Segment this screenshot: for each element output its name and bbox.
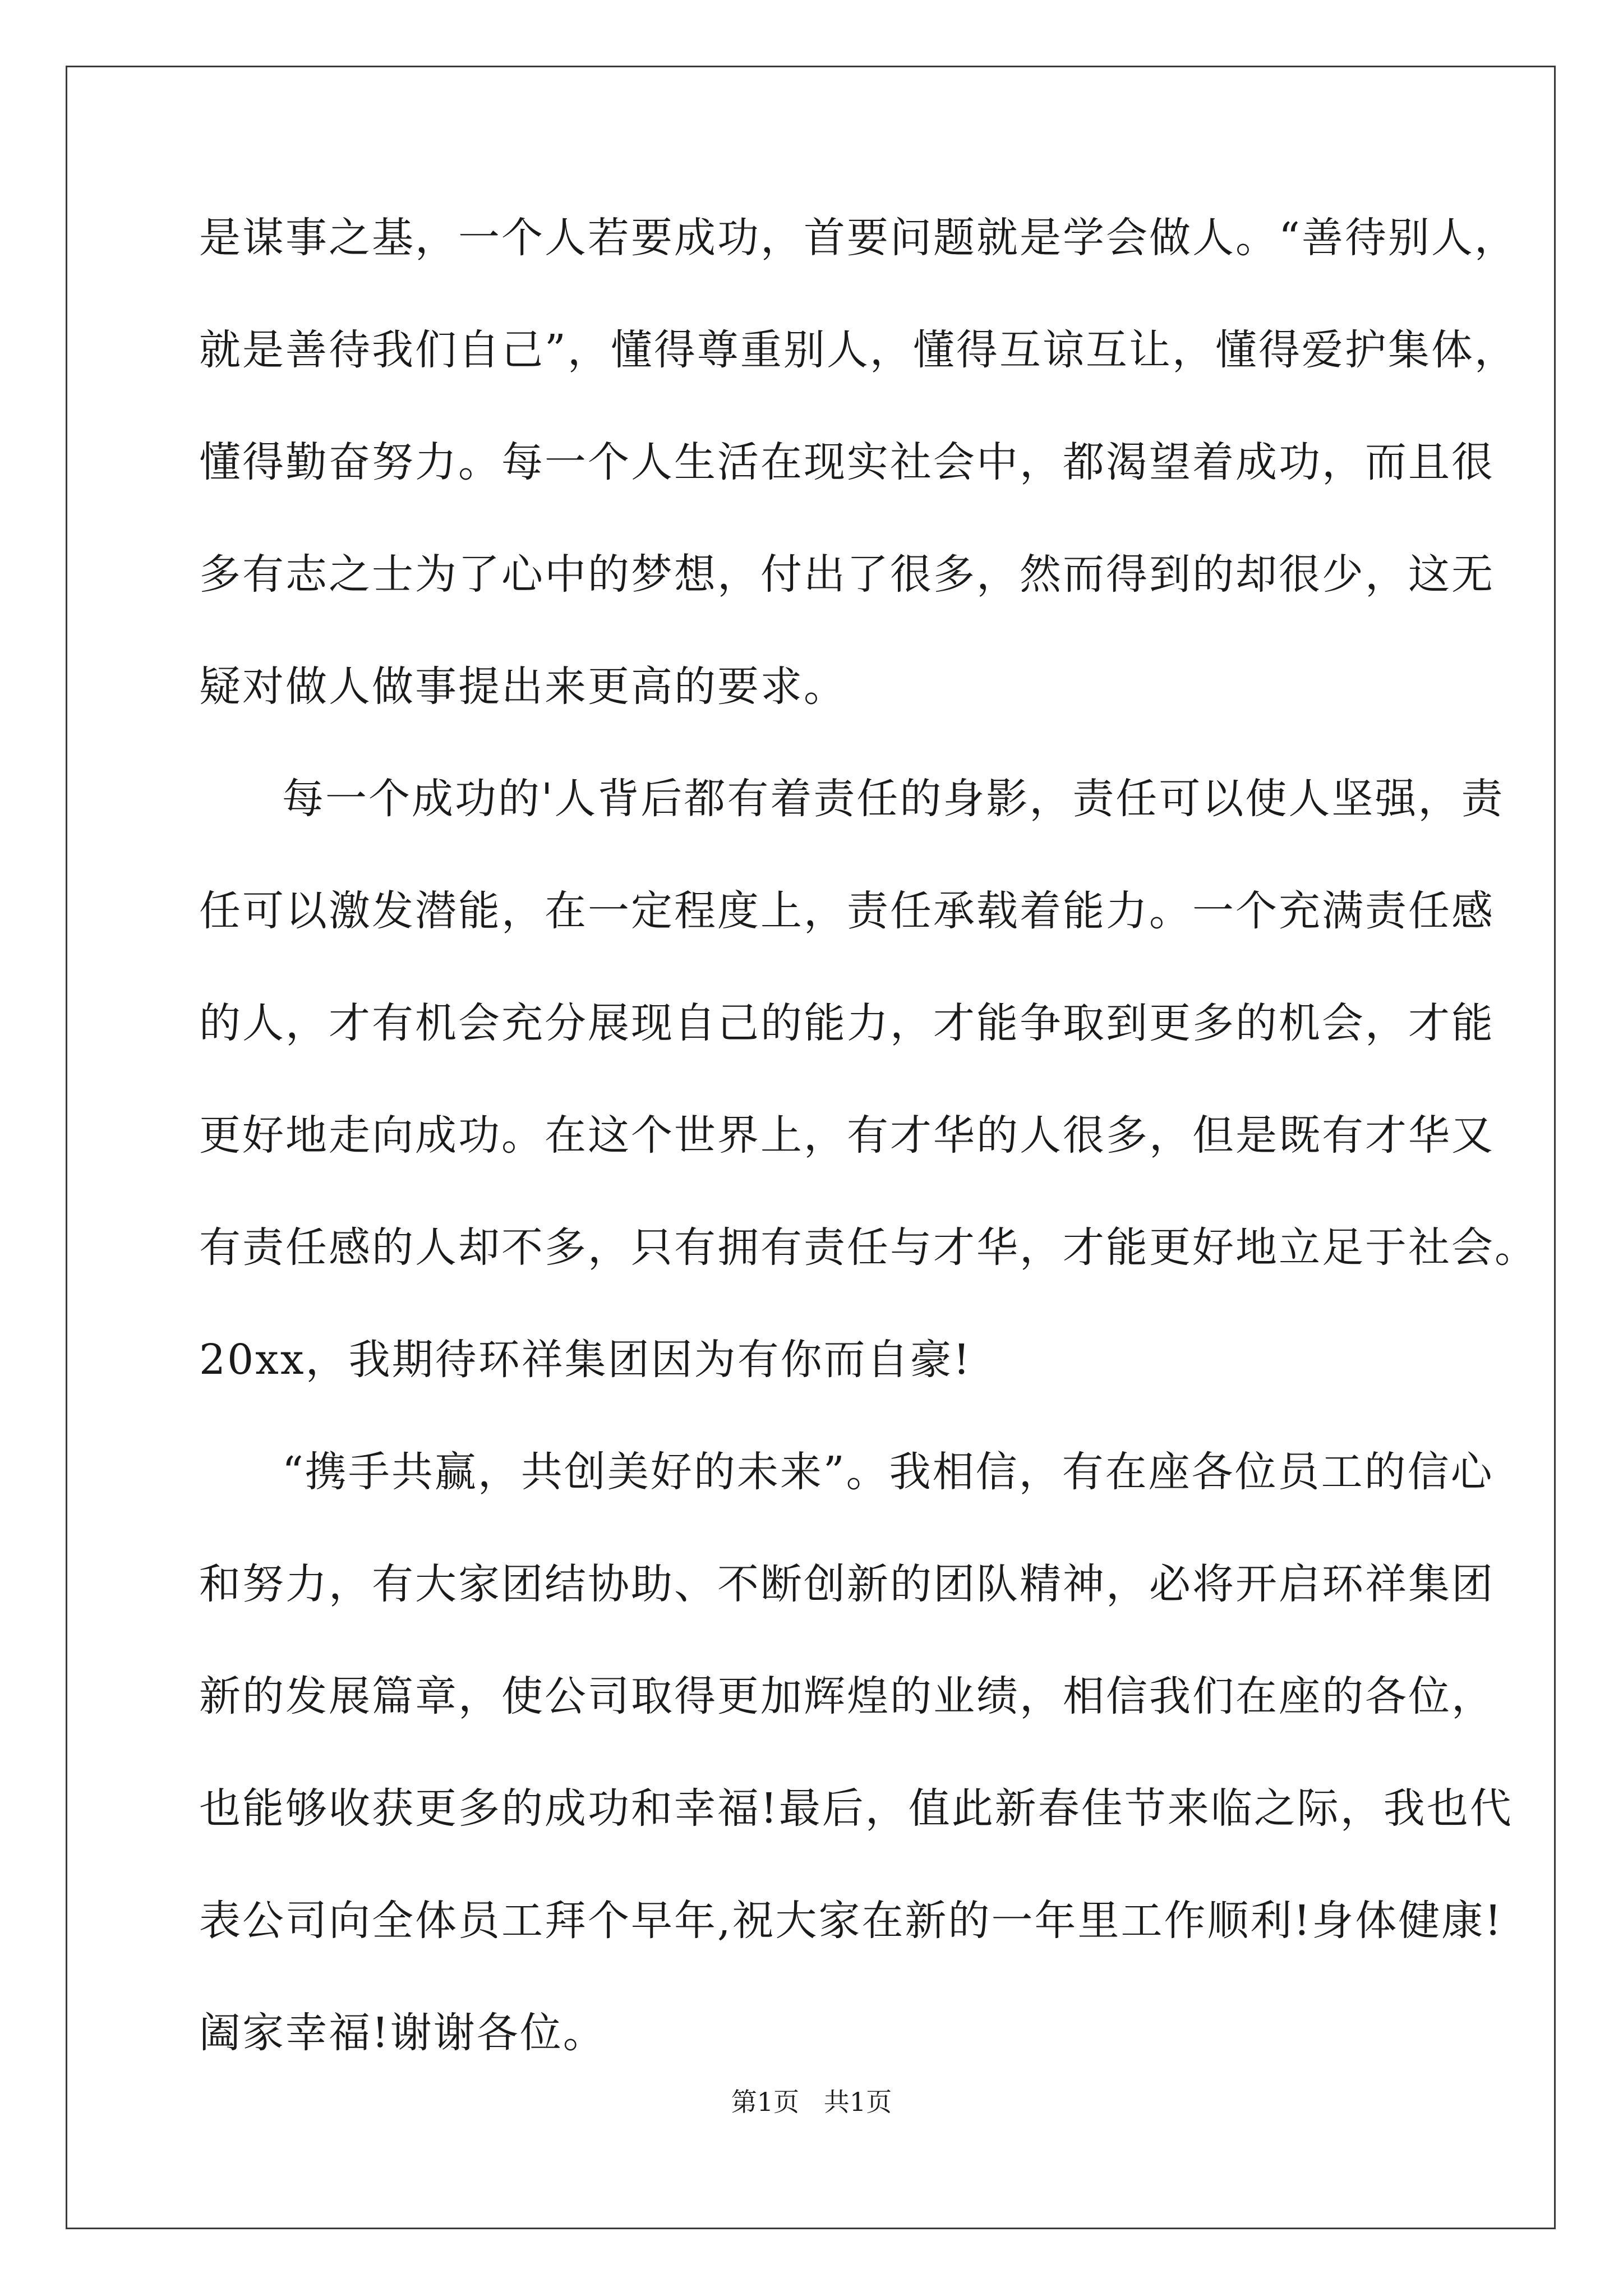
text-line: 和努力，有大家团结协助、不断创新的团队精神，必将开启环祥集团 — [199, 1560, 1495, 1608]
text-line: 更好地走向成功。在这个世界上，有才华的人很多，但是既有才华又 — [199, 1111, 1495, 1159]
text-line: 阖家幸福!谢谢各位。 — [199, 2009, 606, 2057]
text-line: 多有志之士为了心中的梦想，付出了很多，然而得到的却很少，这无 — [199, 550, 1495, 599]
document-body — [199, 214, 1538, 2123]
page-number-footer: 第1页 共1页 — [731, 2087, 892, 2117]
paragraph-start-line: “携手共赢，共创美好的未来”。我相信，有在座各位员工的信心 — [282, 1448, 1494, 1496]
paragraph-start-line: 每一个成功的'人背后都有着责任的身影，责任可以使人坚强，责 — [282, 775, 1505, 823]
text-line: 是谋事之基，一个人若要成功，首要问题就是学会做人。“善待别人， — [199, 214, 1518, 262]
text-line: 任可以激发潜能，在一定程度上，责任承载着能力。一个充满责任感 — [199, 887, 1495, 935]
text-line: 表公司向全体员工拜个早年,祝大家在新的一年里工作顺利!身体健康! — [199, 1897, 1503, 1945]
text-line: 新的发展篇章，使公司取得更加辉煌的业绩，相信我们在座的各位， — [199, 1672, 1495, 1720]
text-line: 就是善待我们自己”，懂得尊重别人，懂得互谅互让，懂得爱护集体， — [199, 326, 1518, 374]
text-line: 20xx，我期待环祥集团因为有你而自豪! — [199, 1336, 972, 1384]
text-line: 有责任感的人却不多，只有拥有责任与才华，才能更好地立足于社会。 — [199, 1223, 1538, 1272]
text-line: 的人，才有机会充分展现自己的能力，才能争取到更多的机会，才能 — [199, 999, 1495, 1047]
text-line: 疑对做人做事提出来更高的要求。 — [199, 662, 847, 711]
text-line: 懂得勤奋努力。每一个人生活在现实社会中，都渴望着成功，而且很 — [199, 438, 1495, 486]
text-line: 也能够收获更多的成功和幸福!最后，值此新春佳节来临之际，我也代 — [199, 1784, 1513, 1833]
